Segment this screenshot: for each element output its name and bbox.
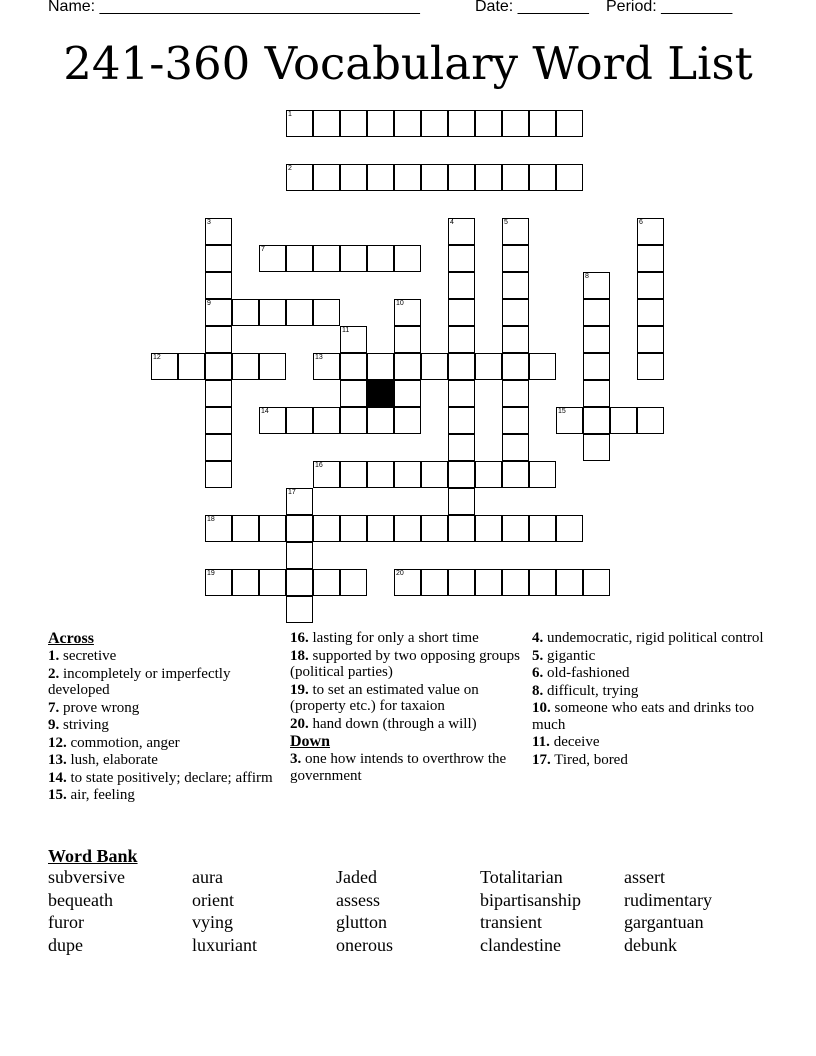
clue-number: 10 — [396, 300, 404, 307]
clue-number: 16 — [315, 462, 323, 469]
crossword-cell[interactable] — [529, 569, 556, 596]
crossword-cell[interactable] — [232, 353, 259, 380]
crossword-cell[interactable] — [205, 245, 232, 272]
clue-across: 7. prove wrong — [48, 699, 140, 716]
crossword-cell[interactable] — [583, 326, 610, 353]
crossword-cell[interactable] — [286, 299, 313, 326]
clue-number: 8 — [585, 273, 589, 280]
crossword-cell[interactable] — [394, 110, 421, 137]
crossword-cell[interactable] — [502, 164, 529, 191]
crossword-cell[interactable] — [367, 515, 394, 542]
crossword-cell[interactable] — [502, 326, 529, 353]
crossword-cell[interactable] — [448, 272, 475, 299]
crossword-cell[interactable] — [529, 461, 556, 488]
crossword-cell[interactable] — [583, 353, 610, 380]
clue-down: 5. gigantic — [532, 647, 596, 664]
crossword-cell[interactable] — [448, 164, 475, 191]
crossword-cell[interactable] — [448, 110, 475, 137]
word-bank-word: clandestine — [480, 934, 561, 955]
clue-number: 2 — [288, 165, 292, 172]
crossword-cell[interactable] — [610, 407, 637, 434]
clue-number: 11 — [342, 327, 350, 334]
crossword-cell[interactable] — [394, 461, 421, 488]
crossword-cell[interactable] — [313, 407, 340, 434]
clue-across: 2. incompletely or imperfectly developed — [48, 665, 231, 698]
word-bank-word: orient — [192, 889, 234, 910]
crossword-cell[interactable] — [475, 515, 502, 542]
crossword-cell[interactable] — [637, 299, 664, 326]
crossword-cell[interactable] — [205, 326, 232, 353]
crossword-cell[interactable] — [475, 164, 502, 191]
clue-across: 12. commotion, anger — [48, 734, 180, 751]
word-bank-word: luxuriant — [192, 934, 257, 955]
crossword-cell[interactable] — [583, 569, 610, 596]
crossword-cell[interactable] — [394, 380, 421, 407]
name-field-label: Name: ____________________________________ — [48, 0, 420, 15]
crossword-cell[interactable] — [583, 299, 610, 326]
crossword-cell[interactable] — [178, 353, 205, 380]
crossword-cell[interactable] — [502, 407, 529, 434]
crossword-cell[interactable] — [583, 407, 610, 434]
clue-number: 6 — [639, 219, 643, 226]
clue-across: 16. lasting for only a short time — [290, 630, 479, 646]
crossword-cell[interactable] — [529, 110, 556, 137]
period-field-label: Period: ________ — [606, 0, 733, 15]
crossword-cell[interactable] — [367, 353, 394, 380]
clue-across: 18. supported by two opposing groups (political parties) — [290, 647, 520, 680]
crossword-cell[interactable] — [313, 515, 340, 542]
crossword-cell[interactable] — [205, 272, 232, 299]
crossword-cell[interactable] — [502, 515, 529, 542]
clue-down: 11. deceive — [532, 734, 600, 750]
crossword-black-cell — [367, 380, 394, 407]
crossword-cell[interactable] — [502, 245, 529, 272]
word-bank-word: subversive — [48, 867, 125, 887]
crossword-cell[interactable] — [475, 110, 502, 137]
clue-across: 14. to state positively; declare; affirm — [48, 769, 273, 786]
crossword-cell[interactable] — [232, 515, 259, 542]
crossword-cell[interactable] — [286, 596, 313, 623]
crossword-cell[interactable] — [259, 299, 286, 326]
crossword-cell[interactable] — [259, 353, 286, 380]
down-heading: Down — [290, 733, 331, 750]
crossword-cell[interactable] — [448, 326, 475, 353]
clue-across: 15. air, feeling — [48, 787, 135, 803]
crossword-cell[interactable] — [448, 461, 475, 488]
crossword-cell[interactable] — [637, 407, 664, 434]
crossword-cell[interactable] — [421, 353, 448, 380]
crossword-cell[interactable] — [529, 164, 556, 191]
word-bank-word: bipartisanship — [480, 889, 581, 910]
clue-number: 7 — [261, 246, 265, 253]
crossword-cell[interactable] — [583, 380, 610, 407]
crossword-cell[interactable] — [394, 515, 421, 542]
crossword-cell[interactable] — [556, 569, 583, 596]
crossword-cell[interactable] — [286, 245, 313, 272]
word-bank-word: bequeath — [48, 889, 113, 910]
crossword-cell[interactable] — [637, 353, 664, 380]
crossword-cell[interactable] — [502, 569, 529, 596]
crossword-cell[interactable] — [367, 461, 394, 488]
crossword-cell[interactable] — [367, 110, 394, 137]
word-bank-word: transient — [480, 912, 542, 932]
page-title: 241-360 Vocabulary Word List — [63, 37, 753, 90]
clue-number: 4 — [450, 219, 454, 226]
crossword-cell[interactable] — [340, 380, 367, 407]
crossword-cell[interactable] — [205, 434, 232, 461]
crossword-cell[interactable] — [367, 245, 394, 272]
word-bank-word: vying — [192, 912, 234, 932]
clue-down: 8. difficult, trying — [532, 682, 639, 699]
crossword-cell[interactable] — [340, 407, 367, 434]
crossword-cell[interactable] — [394, 245, 421, 272]
crossword-cell[interactable] — [421, 515, 448, 542]
clue-across: 19. to set an estimated value on (property etc.) for taxaion — [290, 681, 479, 714]
crossword-cell[interactable] — [205, 461, 232, 488]
crossword-cell[interactable] — [313, 299, 340, 326]
crossword-cell[interactable] — [340, 110, 367, 137]
crossword-cell[interactable] — [286, 407, 313, 434]
crossword-cell[interactable] — [394, 326, 421, 353]
crossword-cell[interactable] — [475, 569, 502, 596]
crossword-cell[interactable] — [583, 434, 610, 461]
crossword-cell[interactable] — [637, 245, 664, 272]
crossword-cell[interactable] — [502, 434, 529, 461]
crossword-cell[interactable] — [448, 488, 475, 515]
clue-number: 1 — [288, 111, 292, 118]
word-bank-word: rudimentary — [624, 889, 712, 910]
crossword-cell[interactable] — [502, 272, 529, 299]
word-bank-word: assert — [624, 867, 665, 887]
crossword-cell[interactable] — [529, 515, 556, 542]
clue-across: 9. striving — [48, 717, 109, 733]
crossword-cell[interactable] — [205, 407, 232, 434]
crossword-cell[interactable] — [286, 542, 313, 569]
crossword-cell[interactable] — [367, 164, 394, 191]
crossword-cell[interactable] — [394, 407, 421, 434]
crossword-cell[interactable] — [313, 110, 340, 137]
clue-down: 17. Tired, bored — [532, 751, 628, 768]
clues-column-2 — [290, 630, 520, 785]
crossword-cell[interactable] — [340, 164, 367, 191]
clues-column-3 — [532, 630, 768, 769]
word-bank-word: dupe — [48, 934, 83, 955]
clue-down: 4. undemocratic, rigid political control — [532, 630, 764, 646]
crossword-cell[interactable] — [448, 299, 475, 326]
crossword-cell[interactable] — [502, 110, 529, 137]
crossword-cell[interactable] — [448, 407, 475, 434]
crossword-cell[interactable] — [448, 434, 475, 461]
clue-across: 13. lush, elaborate — [48, 752, 158, 768]
clue-across: 1. secretive — [48, 648, 117, 664]
clue-number: 18 — [207, 516, 215, 523]
crossword-cell[interactable] — [313, 569, 340, 596]
clue-number: 5 — [504, 219, 508, 226]
crossword-cell[interactable] — [340, 515, 367, 542]
word-bank-title: Word Bank — [48, 846, 138, 866]
crossword-cell[interactable] — [340, 353, 367, 380]
crossword-cell[interactable] — [421, 569, 448, 596]
clue-number: 20 — [396, 570, 404, 577]
crossword-cell[interactable] — [448, 353, 475, 380]
crossword-cell[interactable] — [556, 515, 583, 542]
crossword-cell[interactable] — [556, 164, 583, 191]
crossword-cell[interactable] — [421, 164, 448, 191]
clue-down: 3. one how intends to overthrow the government — [290, 751, 507, 784]
word-bank-word: furor — [48, 912, 84, 932]
clue-number: 15 — [558, 408, 566, 415]
crossword-cell[interactable] — [286, 569, 313, 596]
word-bank-word: glutton — [336, 912, 388, 932]
clue-down: 10. someone who eats and drinks too much — [532, 700, 755, 733]
crossword-cell[interactable] — [232, 299, 259, 326]
clue-number: 14 — [261, 408, 269, 415]
clues-column-1 — [48, 630, 278, 805]
crossword-cell[interactable] — [394, 353, 421, 380]
crossword-cell[interactable] — [448, 515, 475, 542]
clue-number: 3 — [207, 219, 211, 226]
crossword-cell[interactable] — [475, 461, 502, 488]
crossword-cell[interactable] — [340, 461, 367, 488]
word-bank-word: Totalitarian — [480, 867, 563, 887]
clue-number: 9 — [207, 300, 211, 307]
word-bank-word: debunk — [624, 934, 677, 955]
date-field-label: Date: ________ — [475, 0, 589, 15]
crossword-cell[interactable] — [475, 353, 502, 380]
clue-number: 17 — [288, 489, 296, 496]
clue-number: 13 — [315, 354, 323, 361]
crossword-cell[interactable] — [313, 164, 340, 191]
crossword-cell[interactable] — [259, 569, 286, 596]
clue-across: 20. hand down (through a will) — [290, 715, 477, 732]
crossword-cell[interactable] — [313, 245, 340, 272]
crossword-cell[interactable] — [448, 380, 475, 407]
crossword-cell[interactable] — [259, 515, 286, 542]
crossword-cell[interactable] — [205, 380, 232, 407]
crossword-cell[interactable] — [367, 407, 394, 434]
clue-number: 12 — [153, 354, 161, 361]
crossword-cell[interactable] — [340, 245, 367, 272]
word-bank-word: onerous — [336, 934, 393, 955]
crossword-cell[interactable] — [502, 461, 529, 488]
across-heading: Across — [48, 630, 94, 647]
crossword-cell[interactable] — [205, 353, 232, 380]
crossword-cell[interactable] — [448, 245, 475, 272]
crossword-cell[interactable] — [421, 110, 448, 137]
crossword-cell[interactable] — [502, 353, 529, 380]
crossword-cell[interactable] — [529, 353, 556, 380]
crossword-cell[interactable] — [421, 461, 448, 488]
crossword-cell[interactable] — [637, 326, 664, 353]
clue-down: 6. old-fashioned — [532, 665, 630, 681]
crossword-cell[interactable] — [232, 569, 259, 596]
crossword-cell[interactable] — [556, 110, 583, 137]
crossword-cell[interactable] — [394, 164, 421, 191]
word-bank-word: gargantuan — [624, 912, 704, 932]
crossword-cell[interactable] — [286, 515, 313, 542]
clue-number: 19 — [207, 570, 215, 577]
word-bank-word: Jaded — [336, 867, 377, 887]
crossword-cell[interactable] — [448, 569, 475, 596]
crossword-cell[interactable] — [637, 272, 664, 299]
crossword-cell[interactable] — [502, 299, 529, 326]
word-bank-word: assess — [336, 889, 380, 910]
crossword-cell[interactable] — [502, 380, 529, 407]
crossword-cell[interactable] — [340, 569, 367, 596]
word-bank-word: aura — [192, 867, 223, 887]
